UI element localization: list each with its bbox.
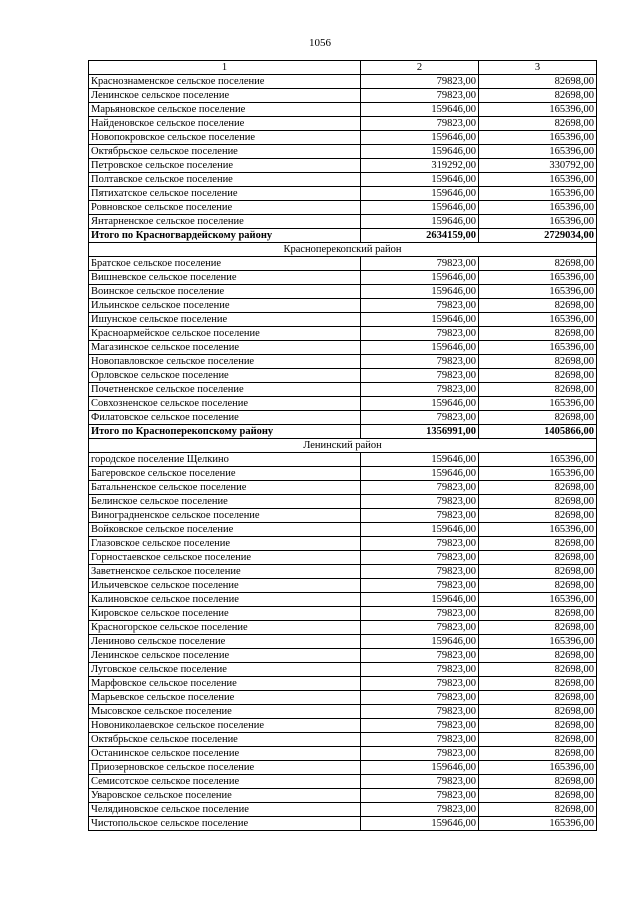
- settlement-name: Кировское сельское поселение: [89, 607, 361, 621]
- amount-col2: 79823,00: [361, 117, 479, 131]
- settlement-name: Виноградненское сельское поселение: [89, 509, 361, 523]
- amount-col2: 79823,00: [361, 369, 479, 383]
- amount-col3: 82698,00: [479, 481, 597, 495]
- table-row: [89, 411, 597, 425]
- settlement-name: Чистопольское сельское поселение: [89, 817, 361, 831]
- amount-col2: 79823,00: [361, 691, 479, 705]
- amount-col2: 159646,00: [361, 215, 479, 229]
- amount-col2: 79823,00: [361, 705, 479, 719]
- settlement-name: Янтарненское сельское поселение: [89, 215, 361, 229]
- amount-col3: 165396,00: [479, 173, 597, 187]
- table-row: [89, 341, 597, 355]
- total-col2: 1356991,00: [361, 425, 479, 439]
- amount-col3: 82698,00: [479, 565, 597, 579]
- settlement-name: Петровское сельское поселение: [89, 159, 361, 173]
- amount-col2: 79823,00: [361, 677, 479, 691]
- section-title: Красноперекопский район: [89, 243, 597, 257]
- amount-col2: 79823,00: [361, 565, 479, 579]
- amount-col3: 82698,00: [479, 75, 597, 89]
- settlement-name: Воинское сельское поселение: [89, 285, 361, 299]
- settlement-name: Луговское сельское поселение: [89, 663, 361, 677]
- amount-col3: 165396,00: [479, 397, 597, 411]
- amount-col3: 165396,00: [479, 215, 597, 229]
- amount-col3: 165396,00: [479, 187, 597, 201]
- table-row: [89, 761, 597, 775]
- table-row: [89, 285, 597, 299]
- table-row: [89, 635, 597, 649]
- table-row: [89, 117, 597, 131]
- table-row: [89, 593, 597, 607]
- table-row: [89, 537, 597, 551]
- total-row: [89, 229, 597, 243]
- amount-col2: 159646,00: [361, 467, 479, 481]
- table-row: [89, 509, 597, 523]
- amount-col3: 82698,00: [479, 719, 597, 733]
- table-row: [89, 313, 597, 327]
- total-col3: 1405866,00: [479, 425, 597, 439]
- amount-col2: 159646,00: [361, 145, 479, 159]
- settlement-name: Горностаевское сельское поселение: [89, 551, 361, 565]
- settlement-name: Почетненское сельское поселение: [89, 383, 361, 397]
- amount-col3: 82698,00: [479, 537, 597, 551]
- amount-col3: 165396,00: [479, 271, 597, 285]
- table-row: [89, 551, 597, 565]
- amount-col2: 159646,00: [361, 341, 479, 355]
- amount-col2: 79823,00: [361, 719, 479, 733]
- settlement-name: Белинское сельское поселение: [89, 495, 361, 509]
- amount-col3: 82698,00: [479, 299, 597, 313]
- settlement-name: Октябрьское сельское поселение: [89, 733, 361, 747]
- amount-col2: 159646,00: [361, 201, 479, 215]
- table-row: [89, 803, 597, 817]
- total-col2: 2634159,00: [361, 229, 479, 243]
- settlement-name: Ровновское сельское поселение: [89, 201, 361, 215]
- settlement-name: Краснознаменское сельское поселение: [89, 75, 361, 89]
- amount-col2: 159646,00: [361, 523, 479, 537]
- amount-col3: 82698,00: [479, 621, 597, 635]
- amount-col3: 330792,00: [479, 159, 597, 173]
- amount-col2: 159646,00: [361, 635, 479, 649]
- amount-col2: 159646,00: [361, 817, 479, 831]
- settlement-name: Новониколаевское сельское поселение: [89, 719, 361, 733]
- amount-col2: 159646,00: [361, 761, 479, 775]
- table-row: [89, 187, 597, 201]
- table-row: [89, 131, 597, 145]
- table-row: [89, 257, 597, 271]
- amount-col3: 82698,00: [479, 327, 597, 341]
- amount-col3: 165396,00: [479, 201, 597, 215]
- amount-col3: 82698,00: [479, 663, 597, 677]
- table-row: [89, 215, 597, 229]
- table-row: [89, 75, 597, 89]
- amount-col3: 165396,00: [479, 761, 597, 775]
- table-row: [89, 383, 597, 397]
- table-row: [89, 159, 597, 173]
- amount-col3: 165396,00: [479, 635, 597, 649]
- amount-col2: 79823,00: [361, 257, 479, 271]
- amount-col2: 159646,00: [361, 593, 479, 607]
- amount-col2: 79823,00: [361, 299, 479, 313]
- amount-col3: 82698,00: [479, 579, 597, 593]
- table-row: [89, 719, 597, 733]
- amount-col3: 82698,00: [479, 607, 597, 621]
- table-row: [89, 607, 597, 621]
- budget-table-body: [89, 61, 597, 831]
- table-row: [89, 817, 597, 831]
- section-title: Ленинский район: [89, 439, 597, 453]
- amount-col2: 79823,00: [361, 75, 479, 89]
- settlement-name: Останинское сельское поселение: [89, 747, 361, 761]
- amount-col2: 79823,00: [361, 621, 479, 635]
- section-row: [89, 439, 597, 453]
- amount-col3: 82698,00: [479, 733, 597, 747]
- amount-col3: 165396,00: [479, 523, 597, 537]
- amount-col2: 79823,00: [361, 89, 479, 103]
- settlement-name: Совхозненское сельское поселение: [89, 397, 361, 411]
- settlement-name: Уваровское сельское поселение: [89, 789, 361, 803]
- amount-col3: 82698,00: [479, 705, 597, 719]
- table-row: [89, 691, 597, 705]
- table-header-row: [89, 61, 597, 75]
- table-row: [89, 299, 597, 313]
- amount-col3: 82698,00: [479, 383, 597, 397]
- amount-col2: 159646,00: [361, 397, 479, 411]
- settlement-name: Ленинское сельское поселение: [89, 649, 361, 663]
- settlement-name: Полтавское сельское поселение: [89, 173, 361, 187]
- column-header: 3: [479, 61, 597, 75]
- settlement-name: Войковское сельское поселение: [89, 523, 361, 537]
- amount-col2: 79823,00: [361, 775, 479, 789]
- settlement-name: Лениново сельское поселение: [89, 635, 361, 649]
- page-number: 1056: [309, 37, 331, 49]
- amount-col2: 79823,00: [361, 789, 479, 803]
- amount-col3: 82698,00: [479, 803, 597, 817]
- settlement-name: Ильинское сельское поселение: [89, 299, 361, 313]
- amount-col2: 79823,00: [361, 411, 479, 425]
- amount-col3: 165396,00: [479, 593, 597, 607]
- table-row: [89, 579, 597, 593]
- column-header: 1: [89, 61, 361, 75]
- amount-col2: 79823,00: [361, 733, 479, 747]
- table-row: [89, 733, 597, 747]
- settlement-name: Найденовское сельское поселение: [89, 117, 361, 131]
- amount-col2: 159646,00: [361, 103, 479, 117]
- settlement-name: Филатовское сельское поселение: [89, 411, 361, 425]
- table-row: [89, 565, 597, 579]
- table-row: [89, 649, 597, 663]
- settlement-name: Багеровское сельское поселение: [89, 467, 361, 481]
- amount-col3: 82698,00: [479, 355, 597, 369]
- settlement-name: Ишунское сельское поселение: [89, 313, 361, 327]
- table-row: [89, 467, 597, 481]
- settlement-name: Марьевское сельское поселение: [89, 691, 361, 705]
- settlement-name: Пятихатское сельское поселение: [89, 187, 361, 201]
- amount-col2: 79823,00: [361, 509, 479, 523]
- settlement-name: Орловское сельское поселение: [89, 369, 361, 383]
- amount-col3: 82698,00: [479, 649, 597, 663]
- table-row: [89, 747, 597, 761]
- amount-col3: 165396,00: [479, 131, 597, 145]
- amount-col2: 79823,00: [361, 327, 479, 341]
- table-row: [89, 453, 597, 467]
- amount-col2: 79823,00: [361, 649, 479, 663]
- settlement-name: Марьяновское сельское поселение: [89, 103, 361, 117]
- total-row: [89, 425, 597, 439]
- table-row: [89, 481, 597, 495]
- amount-col2: 79823,00: [361, 495, 479, 509]
- amount-col3: 82698,00: [479, 117, 597, 131]
- amount-col3: 82698,00: [479, 89, 597, 103]
- table-row: [89, 369, 597, 383]
- amount-col2: 159646,00: [361, 173, 479, 187]
- settlement-name: Заветненское сельское поселение: [89, 565, 361, 579]
- settlement-name: Магазинское сельское поселение: [89, 341, 361, 355]
- table-row: [89, 621, 597, 635]
- table-row: [89, 789, 597, 803]
- settlement-name: Ленинское сельское поселение: [89, 89, 361, 103]
- amount-col3: 82698,00: [479, 411, 597, 425]
- table-row: [89, 775, 597, 789]
- settlement-name: Красноармейское сельское поселение: [89, 327, 361, 341]
- amount-col3: 82698,00: [479, 509, 597, 523]
- amount-col2: 79823,00: [361, 607, 479, 621]
- amount-col2: 159646,00: [361, 271, 479, 285]
- amount-col3: 82698,00: [479, 789, 597, 803]
- settlement-name: Новопавловское сельское поселение: [89, 355, 361, 369]
- settlement-name: Новопокровское сельское поселение: [89, 131, 361, 145]
- amount-col2: 79823,00: [361, 481, 479, 495]
- settlement-name: Калиновское сельское поселение: [89, 593, 361, 607]
- amount-col3: 82698,00: [479, 369, 597, 383]
- table-row: [89, 271, 597, 285]
- table-row: [89, 523, 597, 537]
- amount-col2: 159646,00: [361, 187, 479, 201]
- amount-col3: 165396,00: [479, 145, 597, 159]
- table-row: [89, 173, 597, 187]
- settlement-name: Марфовское сельское поселение: [89, 677, 361, 691]
- amount-col3: 82698,00: [479, 775, 597, 789]
- amount-col3: 165396,00: [479, 285, 597, 299]
- section-row: [89, 243, 597, 257]
- settlement-name: Глазовское сельское поселение: [89, 537, 361, 551]
- table-row: [89, 397, 597, 411]
- amount-col2: 159646,00: [361, 453, 479, 467]
- amount-col2: 79823,00: [361, 355, 479, 369]
- amount-col3: 165396,00: [479, 817, 597, 831]
- table-row: [89, 677, 597, 691]
- settlement-name: Вишневское сельское поселение: [89, 271, 361, 285]
- settlement-name: Челядиновское сельское поселение: [89, 803, 361, 817]
- amount-col2: 79823,00: [361, 579, 479, 593]
- table-row: [89, 103, 597, 117]
- settlement-name: Октябрьское сельское поселение: [89, 145, 361, 159]
- table-row: [89, 495, 597, 509]
- amount-col3: 165396,00: [479, 467, 597, 481]
- amount-col2: 159646,00: [361, 285, 479, 299]
- total-label: Итого по Красноперекопскому району: [89, 425, 361, 439]
- table-row: [89, 705, 597, 719]
- amount-col2: 79823,00: [361, 383, 479, 397]
- amount-col3: 82698,00: [479, 747, 597, 761]
- settlement-name: городское поселение Щелкино: [89, 453, 361, 467]
- amount-col2: 159646,00: [361, 131, 479, 145]
- amount-col2: 159646,00: [361, 313, 479, 327]
- table-row: [89, 327, 597, 341]
- settlement-name: Ильичевское сельское поселение: [89, 579, 361, 593]
- amount-col3: 82698,00: [479, 677, 597, 691]
- table-row: [89, 201, 597, 215]
- column-header: 2: [361, 61, 479, 75]
- settlement-name: Красногорское сельское поселение: [89, 621, 361, 635]
- amount-col2: 79823,00: [361, 747, 479, 761]
- total-label: Итого по Красногвардейскому району: [89, 229, 361, 243]
- amount-col2: 79823,00: [361, 537, 479, 551]
- amount-col3: 82698,00: [479, 551, 597, 565]
- table-row: [89, 663, 597, 677]
- amount-col3: 165396,00: [479, 453, 597, 467]
- budget-table: [88, 60, 597, 831]
- table-row: [89, 355, 597, 369]
- settlement-name: Приозерновское сельское поселение: [89, 761, 361, 775]
- table-row: [89, 145, 597, 159]
- amount-col3: 165396,00: [479, 313, 597, 327]
- amount-col3: 82698,00: [479, 691, 597, 705]
- amount-col2: 79823,00: [361, 551, 479, 565]
- settlement-name: Семисотское сельское поселение: [89, 775, 361, 789]
- settlement-name: Батальненское сельское поселение: [89, 481, 361, 495]
- settlement-name: Братское сельское поселение: [89, 257, 361, 271]
- amount-col2: 319292,00: [361, 159, 479, 173]
- total-col3: 2729034,00: [479, 229, 597, 243]
- table-row: [89, 89, 597, 103]
- amount-col3: 165396,00: [479, 103, 597, 117]
- amount-col3: 82698,00: [479, 495, 597, 509]
- settlement-name: Мысовское сельское поселение: [89, 705, 361, 719]
- amount-col3: 82698,00: [479, 257, 597, 271]
- amount-col3: 165396,00: [479, 341, 597, 355]
- amount-col2: 79823,00: [361, 803, 479, 817]
- amount-col2: 79823,00: [361, 663, 479, 677]
